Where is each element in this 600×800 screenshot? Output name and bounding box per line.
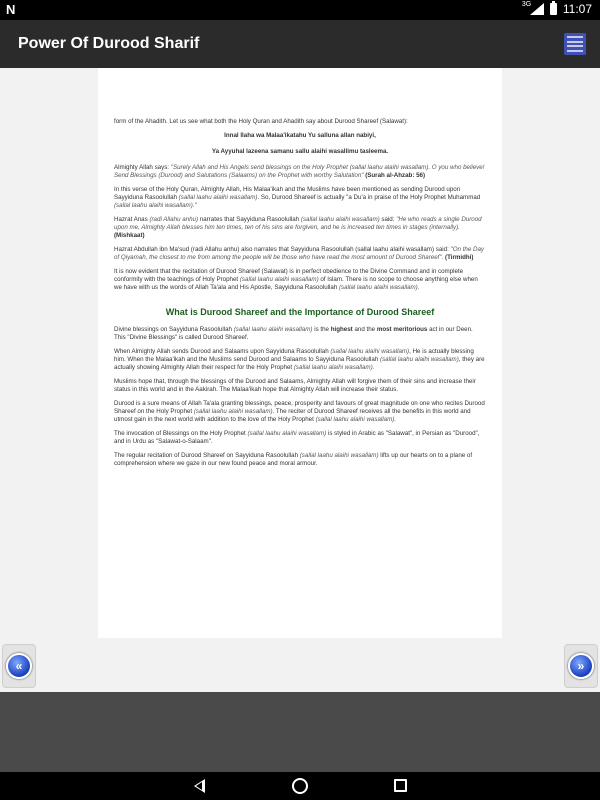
document-page: [98, 68, 502, 638]
paragraph: Hazrat Abdullah ibn Ma'sud (radi Allahu anhu) also narrates that Sayyiduna Rasoolullah (sallal laahu alaihi wasallam) said: "On the Day of Qiyamah, the closest to me from among the people will be those who have read the most amount of Durood Shareef". (Tirmidhi): [114, 246, 485, 261]
status-bar: [0, 0, 600, 20]
paragraph: Durood is a sure means of Allah Ta'ala granting blessings, peace, prosperity and favours of great magnitude on one who recites Durood Shareef on the Holy Prophet (sallal laahu alaihi wasallam). The reciter of Durood Shareef receives all the benefits in this world and utmost gain in the next world with addition to the love of the Holy Prophet (sallal laahu alaihi wasallam).: [114, 400, 485, 423]
signal-icon: [521, 1, 544, 15]
app-title: Power Of Durood Sharif: [18, 35, 200, 52]
menu-list-icon[interactable]: [564, 33, 586, 55]
network-type: 3G: [521, 1, 532, 8]
next-page-icon: »: [568, 653, 594, 679]
section-heading: What is Durood Shareef and the Importance of Durood Shareef: [165, 307, 435, 317]
battery-icon: [550, 3, 557, 15]
back-icon[interactable]: [194, 779, 205, 793]
paragraph: Muslims hope that, through the blessings of the Durood and Salaams, Almighty Allah will forgive them of their sins and increase their status in this world and in the Aakirah. The Malaa'ikah hope that Almighty Allah will increase their status.: [114, 378, 476, 393]
app-bar: [0, 20, 600, 68]
home-icon[interactable]: [292, 778, 308, 794]
status-time: 11:07: [562, 2, 592, 16]
paragraph: When Almighty Allah sends Durood and Salaams upon Sayyiduna Rasoolullah (sallal laahu alaihi wasallam), He is actually blessing him. When the Malaa'ikah and the Muslims send Durood and Salaams to Sayyiduna Rasoolullah (sallal laahu alaihi wasallam), they are actually showing Almighty Allah their respect for the Holy Prophet (sallal laahu alaihi wasallam).: [114, 348, 485, 371]
paragraph: Almighty Allah says: "Surely Allah and His Angels send blessings on the Holy Prophet (sallal laahu alaihi wasallam). O you who believe! Send Blessings (Durood) and Salutations (Salaams) on the Prophet with worthy Salutation" (Surah al-Ahzab: 56): [114, 164, 485, 179]
paragraph: form of the Ahadith. Let us see what both the Holy Quran and Ahadith say about Durood Shareef (Salawat):: [114, 118, 408, 125]
verse-line: Innal llaha wa Malaa'ikatahu Yu salluna allan nabiyi,: [224, 132, 376, 139]
paragraph: The regular recitation of Durood Shareef on Sayyiduna Rasoolullah (sallal laahu alaihi wasallam) lifts up our hearts on to a plane of comprehension where we gaze in our new found peace and moral armour.: [114, 452, 473, 467]
previous-page-button[interactable]: [2, 644, 36, 688]
bottom-panel: [0, 692, 600, 772]
paragraph: Hazrat Anas (radi Allahu anhu) narrates that Sayyiduna Rasoolullah (sallal laahu alaihi wasallam) said: "He who reads a single Durood upon me, Almighty Allah blesses him ten times, ten of his sins are forgiven, and he is increased ten times in stages (internally). (Mishkaat): [114, 216, 482, 239]
previous-page-icon: «: [6, 653, 32, 679]
paragraph: In this verse of the Holy Quran, Almighty Allah, His Malaa'ikah and the Muslims have been mentioned as sending Durood upon Sayyiduna Rasoolullah (sallal laahu alaihi wasallam). So, Durood Shareef is actually "a Du'a in praise of the Holy Prophet Muhammad (sallal laahu alaihi wasallam).": [114, 186, 481, 209]
recents-icon[interactable]: [394, 779, 407, 792]
verse-line: Ya Ayyuhal lazeena samanu sallu alaihi wasallimu tasleema.: [211, 148, 389, 155]
paragraph: The invocation of Blessings on the Holy Prophet (sallal laahu alaihi wasallam) is styled in Arabic as "Salawat", in Persian as "Durood", and in Urdu as "Salawat-o-Salaam".: [114, 430, 480, 445]
content-area: [0, 68, 600, 692]
paragraph: Divine blessings on Sayyiduna Rasoolullah (sallal laahu alaihi wasallam) is the highest and the most meritorious act in our Deen. This "Divine Blessings" is called Durood Shareef.: [114, 326, 473, 341]
notification-n-icon: N: [6, 2, 16, 17]
paragraph: It is now evident that the recitation of Durood Shareef (Salawat) is in perfect obedience to the Divine Command and in complete conformity with the teachings of Holy Prophet (sallal laahu alaihi wasallam) of Islam. There is no scope to choose anything else when we have with us the words of Allah Ta'ala and His Apostle, Sayyiduna Rasoolullah (sallal laahu alaihi wasallam).: [114, 268, 478, 291]
system-nav-bar: [0, 772, 600, 800]
next-page-button[interactable]: [564, 644, 598, 688]
status-right: [521, 1, 592, 16]
